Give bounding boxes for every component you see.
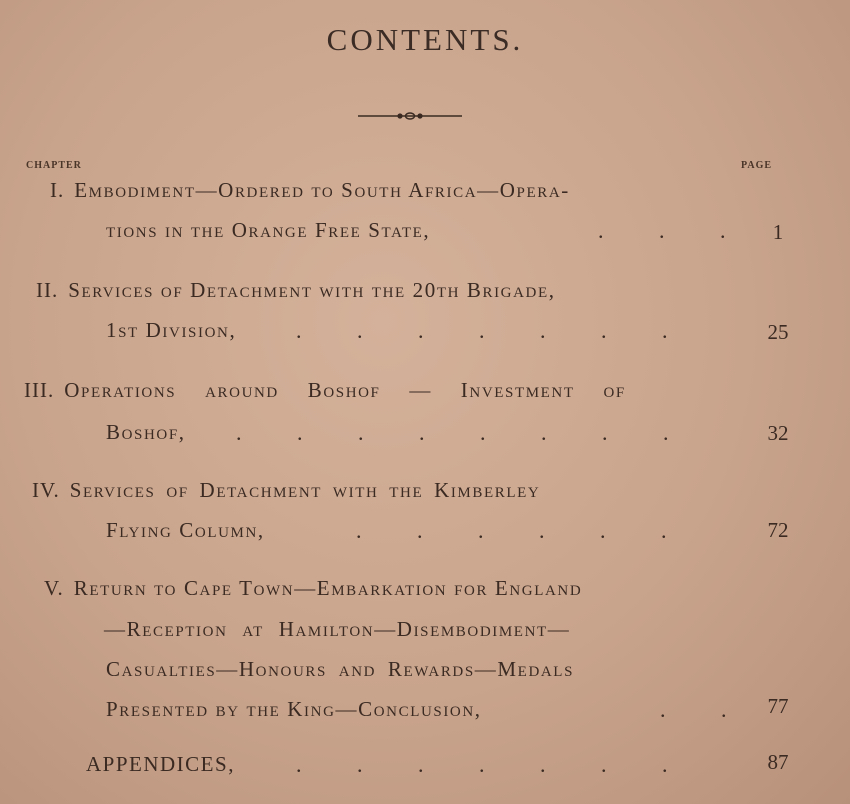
leader-dots: . . . [598, 218, 726, 243]
page-number: 1 [772, 220, 784, 244]
page-number: 25 [767, 320, 789, 344]
chapter-numeral: III. [24, 378, 55, 402]
chapter-numeral: II. [36, 278, 59, 302]
page-number: 77 [767, 694, 789, 718]
leader-dots: . . . . . . . [296, 318, 668, 343]
toc-entry-3-line1 [24, 378, 626, 403]
leader-dots: . . . . . . . [296, 752, 668, 777]
toc-entry-2-line1 [36, 278, 556, 303]
chapter-title-continued: —Reception at Hamilton—Disembodiment— [104, 617, 571, 641]
chapter-numeral: IV. [32, 478, 60, 502]
chapter-title-continued: Boshof, [106, 420, 186, 444]
chapter-title-continued: Casualties—Honours and Rewards—Medals [106, 657, 575, 681]
chapter-numeral: V. [44, 576, 64, 600]
page-number: 72 [767, 518, 789, 542]
ornament-divider-icon [358, 108, 462, 124]
leader-dots: . . [660, 697, 727, 722]
chapter-column-header: CHAPTER [26, 160, 82, 171]
toc-entry-5-line1 [44, 576, 582, 601]
chapter-title: Services of Detachment with the 20th Brigade, [68, 278, 556, 302]
page-title: CONTENTS. [326, 22, 524, 57]
chapter-title: Operations around Boshof — Investment of [64, 378, 626, 402]
chapter-numeral: I. [50, 178, 65, 202]
chapter-title: Services of Detachment with the Kimberley [69, 478, 541, 502]
toc-entry-4-line1 [32, 478, 540, 503]
chapter-title-continued: tions in the Orange Free State, [106, 218, 431, 242]
leader-dots: . . . . . . . . [236, 420, 669, 445]
chapter-title-continued: Presented by the King—Conclusion, [106, 697, 482, 721]
chapter-title: Return to Cape Town—Embarkation for England [73, 576, 583, 600]
chapter-title-continued: Flying Column, [106, 518, 265, 542]
chapter-title: Embodiment—Ordered to South Africa—Opera- [74, 178, 570, 202]
page-number: 87 [767, 750, 789, 774]
chapter-title-continued: 1st Division, [106, 318, 237, 342]
toc-entry-1-line1 [50, 178, 570, 203]
page-number: 32 [767, 421, 789, 445]
page-column-header: PAGE [741, 160, 773, 171]
leader-dots: . . . . . . [356, 518, 667, 543]
appendices-label: APPENDICES, [86, 752, 235, 776]
